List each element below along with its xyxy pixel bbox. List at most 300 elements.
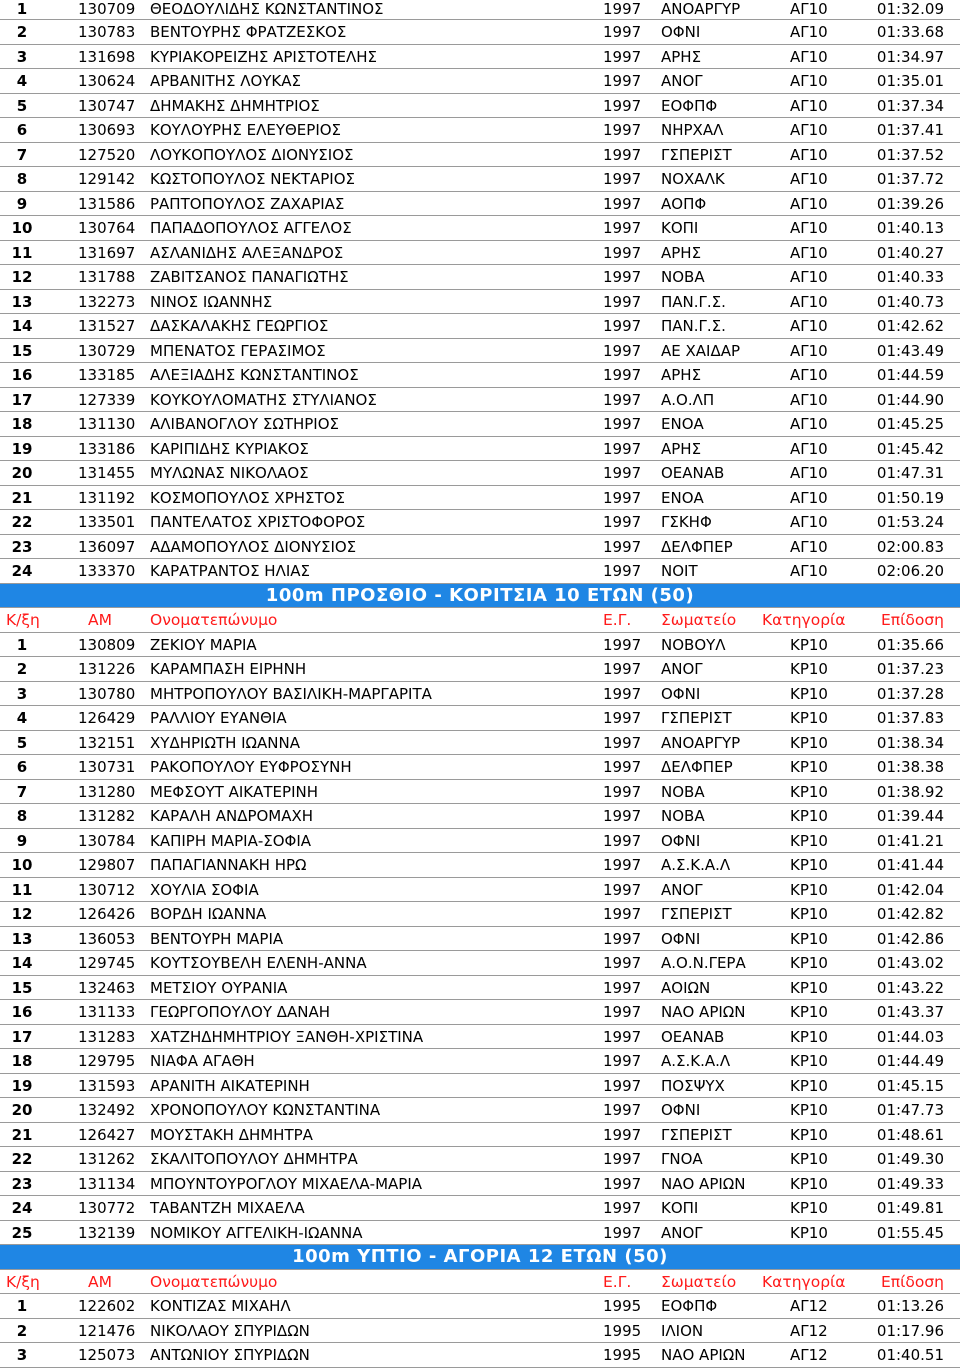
club-cell: ΓΣΠΕΡΙΣΤ <box>661 145 732 164</box>
time-cell: 01:43.49 <box>876 341 944 360</box>
club-cell: ΟΕΑΝΑΒ <box>661 1027 725 1046</box>
birth-year-cell: 1997 <box>603 72 642 90</box>
birth-year-cell: 1997 <box>603 1199 642 1217</box>
category-cell: ΑΓ10 <box>790 121 828 139</box>
am-cell: 126429 <box>78 709 136 727</box>
birth-year-cell: 1997 <box>603 1076 642 1095</box>
time-cell: 01:37.83 <box>876 709 944 727</box>
category-cell: ΑΓ10 <box>790 0 828 18</box>
birth-year-cell: 1995 <box>603 1321 642 1340</box>
am-cell: 133185 <box>78 366 136 384</box>
category-cell: ΚΡ10 <box>790 856 828 874</box>
rank-cell: 1 <box>16 635 28 654</box>
rank-cell: 22 <box>11 513 33 531</box>
time-cell: 01:49.81 <box>876 1199 944 1217</box>
birth-year-cell: 1997 <box>603 1052 642 1070</box>
category-cell: ΑΓ10 <box>790 390 828 409</box>
category-cell: ΚΡ10 <box>790 831 828 850</box>
category-cell: ΚΡ10 <box>790 709 828 727</box>
club-cell: ΑΡΗΣ <box>661 243 702 262</box>
table-row <box>0 265 960 290</box>
birth-year-cell: 1997 <box>603 831 642 850</box>
name-cell: ΚΟΥΛΟΥΡΗΣ ΕΛΕΥΘΕΡΙΟΣ <box>150 121 342 139</box>
category-cell: ΑΓ10 <box>790 23 828 41</box>
birth-year-cell: 1997 <box>603 439 642 458</box>
name-cell: ΑΣΛΑΝΙΔΗΣ ΑΛΕΞΑΝΔΡΟΣ <box>150 243 344 262</box>
table-row <box>0 853 960 878</box>
name-cell: ΚΩΣΤΟΠΟΥΛΟΣ ΝΕΚΤΑΡΙΟΣ <box>150 170 356 188</box>
club-cell: ΝΑΟ ΑΡΙΩΝ <box>661 1174 746 1193</box>
category-cell: ΑΓ10 <box>790 537 828 556</box>
birth-year-cell: 1997 <box>603 880 642 899</box>
time-cell: 01:43.02 <box>876 954 944 972</box>
am-cell: 131586 <box>78 194 136 213</box>
club-cell: ΑΟΠΦ <box>661 194 707 213</box>
table-row <box>0 143 960 168</box>
am-cell: 131280 <box>78 782 136 801</box>
rank-cell: 16 <box>11 366 33 384</box>
header-am: ΑΜ <box>88 1272 112 1291</box>
category-cell: ΚΡ10 <box>790 1199 828 1217</box>
name-cell: ΚΑΡΑΛΗ ΑΝΔΡΟΜΑΧΗ <box>150 807 314 825</box>
time-cell: 01:44.90 <box>876 390 944 409</box>
category-cell: ΚΡ10 <box>790 1003 828 1021</box>
club-cell: ΟΦΝΙ <box>661 1101 701 1119</box>
table-row <box>0 290 960 315</box>
event-title: 100m ΥΠΤΙΟ - ΑΓΟΡΙΑ 12 ΕΤΩΝ (50) <box>0 1245 960 1270</box>
am-cell: 126427 <box>78 1125 136 1144</box>
table-row <box>0 927 960 952</box>
club-cell: ΟΦΝΙ <box>661 23 701 41</box>
name-cell: ΘΕΟΔΟΥΛΙΔΗΣ ΚΩΝΣΤΑΝΤΙΝΟΣ <box>150 0 384 18</box>
table-row <box>0 559 960 584</box>
rank-cell: 14 <box>11 954 33 972</box>
name-cell: ΜΠΟΥΝΤΟΥΡΟΓΛΟΥ ΜΙΧΑΕΛΑ-ΜΑΡΙΑ <box>150 1174 422 1193</box>
category-cell: ΑΓ10 <box>790 464 828 482</box>
club-cell: ΕΟΦΠΦ <box>661 96 718 115</box>
time-cell: 02:06.20 <box>876 562 944 580</box>
rank-cell: 4 <box>16 709 28 727</box>
name-cell: ΡΑΠΤΟΠΟΥΛΟΣ ΖΑΧΑΡΙΑΣ <box>150 194 345 213</box>
category-cell: ΑΓ10 <box>790 439 828 458</box>
am-cell: 130729 <box>78 341 136 360</box>
table-row <box>0 706 960 731</box>
rank-cell: 2 <box>16 660 28 678</box>
am-cell: 125073 <box>78 1346 136 1364</box>
birth-year-cell: 1997 <box>603 1150 642 1168</box>
birth-year-cell: 1997 <box>603 366 642 384</box>
table-row <box>0 461 960 486</box>
table-row <box>0 682 960 707</box>
time-cell: 01:44.49 <box>876 1052 944 1070</box>
club-cell: ΑΝΟΑΡΓΥΡ <box>661 0 741 18</box>
table-row <box>0 167 960 192</box>
name-cell: ΑΡΒΑΝΙΤΗΣ ΛΟΥΚΑΣ <box>150 72 301 90</box>
rank-cell: 2 <box>16 1321 28 1340</box>
am-cell: 130764 <box>78 219 136 237</box>
table-row <box>0 657 960 682</box>
birth-year-cell: 1997 <box>603 317 642 335</box>
rank-cell: 1 <box>16 0 28 18</box>
club-cell: ΝΑΟ ΑΡΙΩΝ <box>661 1003 746 1021</box>
birth-year-cell: 1997 <box>603 243 642 262</box>
club-cell: ΑΟΙΩΝ <box>661 978 711 997</box>
name-cell: ΚΟΥΚΟΥΛΟΜΑΤΗΣ ΣΤΥΛΙΑΝΟΣ <box>150 390 377 409</box>
time-cell: 02:00.83 <box>876 537 944 556</box>
time-cell: 01:37.34 <box>876 96 944 115</box>
birth-year-cell: 1997 <box>603 194 642 213</box>
club-cell: ΝΟΒΑ <box>661 807 705 825</box>
name-cell: ΑΛΕΞΙΑΔΗΣ ΚΩΝΣΤΑΝΤΙΝΟΣ <box>150 366 359 384</box>
am-cell: 130709 <box>78 0 136 18</box>
category-cell: ΚΡ10 <box>790 954 828 972</box>
name-cell: ΔΗΜΑΚΗΣ ΔΗΜΗΤΡΙΟΣ <box>150 96 320 115</box>
am-cell: 130747 <box>78 96 136 115</box>
time-cell: 01:33.68 <box>876 23 944 41</box>
am-cell: 131133 <box>78 1003 136 1021</box>
rank-cell: 7 <box>16 145 28 164</box>
time-cell: 01:37.41 <box>876 121 944 139</box>
birth-year-cell: 1997 <box>603 1027 642 1046</box>
header-club: Σωματείο <box>661 1272 737 1291</box>
club-cell: ΝΟΙΤ <box>661 562 698 580</box>
birth-year-cell: 1997 <box>603 856 642 874</box>
club-cell: ΑΡΗΣ <box>661 439 702 458</box>
birth-year-cell: 1997 <box>603 23 642 41</box>
name-cell: ΜΟΥΣΤΑΚΗ ΔΗΜΗΤΡΑ <box>150 1125 313 1144</box>
header-category: Κατηγορία <box>762 611 846 629</box>
table-row <box>0 535 960 560</box>
time-cell: 01:40.27 <box>876 243 944 262</box>
club-cell: ΕΝΟΑ <box>661 415 704 433</box>
name-cell: ΧΥΔΗΡΙΩΤΗ ΙΩΑΝΝΑ <box>150 733 300 752</box>
rank-cell: 5 <box>16 733 28 752</box>
club-cell: ΙΛΙΟΝ <box>661 1321 704 1340</box>
table-row <box>0 1196 960 1221</box>
time-cell: 01:42.86 <box>876 929 944 948</box>
birth-year-cell: 1997 <box>603 978 642 997</box>
am-cell: 132139 <box>78 1223 136 1242</box>
am-cell: 127520 <box>78 145 136 164</box>
name-cell: ΓΕΩΡΓΟΠΟΥΛΟΥ ΔΑΝΑΗ <box>150 1003 331 1021</box>
time-cell: 01:47.31 <box>876 464 944 482</box>
birth-year-cell: 1997 <box>603 709 642 727</box>
birth-year-cell: 1997 <box>603 807 642 825</box>
am-cell: 133370 <box>78 562 136 580</box>
name-cell: ΜΗΤΡΟΠΟΥΛΟΥ ΒΑΣΙΛΙΚΗ-ΜΑΡΓΑΡΙΤΑ <box>150 684 432 703</box>
table-row <box>0 951 960 976</box>
rank-cell: 24 <box>11 1199 33 1217</box>
club-cell: ΠΑΝ.Γ.Σ. <box>661 317 726 335</box>
am-cell: 136097 <box>78 537 136 556</box>
club-cell: ΕΝΟΑ <box>661 488 704 507</box>
name-cell: ΧΡΟΝΟΠΟΥΛΟΥ ΚΩΝΣΤΑΝΤΙΝΑ <box>150 1101 381 1119</box>
time-cell: 01:17.96 <box>876 1321 944 1340</box>
name-cell: ΒΕΝΤΟΥΡΗ ΜΑΡΙΑ <box>150 929 284 948</box>
club-cell: ΑΡΗΣ <box>661 366 702 384</box>
club-cell: ΑΝΟΓ <box>661 660 703 678</box>
time-cell: 01:42.04 <box>876 880 944 899</box>
category-cell: ΚΡ10 <box>790 635 828 654</box>
am-cell: 130784 <box>78 831 136 850</box>
category-cell: ΑΓ10 <box>790 145 828 164</box>
header-rank: Κ/ξη <box>6 611 40 629</box>
birth-year-cell: 1997 <box>603 1223 642 1242</box>
am-cell: 122602 <box>78 1297 136 1315</box>
name-cell: ΚΑΡΙΠΙΔΗΣ ΚΥΡΙΑΚΟΣ <box>150 439 309 458</box>
am-cell: 126426 <box>78 905 136 923</box>
name-cell: ΡΑΛΛΙΟΥ ΕΥΑΝΘΙΑ <box>150 709 287 727</box>
time-cell: 01:13.26 <box>876 1297 944 1315</box>
time-cell: 01:32.09 <box>876 0 944 18</box>
table-row <box>0 902 960 927</box>
time-cell: 01:42.82 <box>876 905 944 923</box>
rank-cell: 10 <box>11 856 33 874</box>
am-cell: 132151 <box>78 733 136 752</box>
am-cell: 131593 <box>78 1076 136 1095</box>
table-row <box>0 94 960 119</box>
table-row <box>0 1049 960 1074</box>
name-cell: ΝΙΚΟΛΑΟΥ ΣΠΥΡΙΔΩΝ <box>150 1321 310 1340</box>
rank-cell: 9 <box>16 194 28 213</box>
rank-cell: 5 <box>16 96 28 115</box>
birth-year-cell: 1997 <box>603 219 642 237</box>
name-cell: ΜΥΛΩΝΑΣ ΝΙΚΟΛΑΟΣ <box>150 464 309 482</box>
am-cell: 131527 <box>78 317 136 335</box>
table-row <box>0 1172 960 1197</box>
birth-year-cell: 1997 <box>603 513 642 531</box>
time-cell: 01:41.21 <box>876 831 944 850</box>
category-cell: ΑΓ10 <box>790 170 828 188</box>
table-row <box>0 216 960 241</box>
am-cell: 131226 <box>78 660 136 678</box>
rank-cell: 17 <box>11 390 33 409</box>
club-cell: ΑΡΗΣ <box>661 47 702 66</box>
name-cell: ΣΚΑΛΙΤΟΠΟΥΛΟΥ ΔΗΜΗΤΡΑ <box>150 1150 358 1168</box>
category-cell: ΚΡ10 <box>790 1101 828 1119</box>
category-cell: ΑΓ10 <box>790 96 828 115</box>
name-cell: ΖΑΒΙΤΣΑΝΟΣ ΠΑΝΑΓΙΩΤΗΣ <box>150 268 349 286</box>
time-cell: 01:43.22 <box>876 978 944 997</box>
rank-cell: 20 <box>11 1101 33 1119</box>
category-cell: ΚΡ10 <box>790 1150 828 1168</box>
club-cell: ΟΦΝΙ <box>661 929 701 948</box>
club-cell: ΝΑΟ ΑΡΙΩΝ <box>661 1346 746 1364</box>
birth-year-cell: 1997 <box>603 1125 642 1144</box>
category-cell: ΑΓ10 <box>790 194 828 213</box>
name-cell: ΔΑΣΚΑΛΑΚΗΣ ΓΕΩΡΓΙΟΣ <box>150 317 329 335</box>
category-cell: ΑΓ10 <box>790 47 828 66</box>
am-cell: 136053 <box>78 929 136 948</box>
birth-year-cell: 1997 <box>603 1174 642 1193</box>
time-cell: 01:38.92 <box>876 782 944 801</box>
time-cell: 01:40.13 <box>876 219 944 237</box>
birth-year-cell: 1997 <box>603 1003 642 1021</box>
rank-cell: 13 <box>11 929 33 948</box>
name-cell: ΖΕΚΙΟΥ ΜΑΡΙΑ <box>150 635 257 654</box>
table-row <box>0 339 960 364</box>
am-cell: 129142 <box>78 170 136 188</box>
rank-cell: 19 <box>11 439 33 458</box>
category-cell: ΑΓ10 <box>790 292 828 311</box>
category-cell: ΑΓ10 <box>790 488 828 507</box>
birth-year-cell: 1997 <box>603 733 642 752</box>
club-cell: ΑΕ ΧΑΙΔΑΡ <box>661 341 741 360</box>
time-cell: 01:45.15 <box>876 1076 944 1095</box>
table-row <box>0 780 960 805</box>
birth-year-cell: 1997 <box>603 684 642 703</box>
birth-year-cell: 1997 <box>603 0 642 18</box>
birth-year-cell: 1997 <box>603 47 642 66</box>
category-cell: ΚΡ10 <box>790 1223 828 1242</box>
table-row <box>0 0 960 20</box>
am-cell: 132463 <box>78 978 136 997</box>
name-cell: ΝΟΜΙΚΟΥ ΑΓΓΕΛΙΚΗ-ΙΩΑΝΝΑ <box>150 1223 363 1242</box>
header-category: Κατηγορία <box>762 1272 846 1291</box>
club-cell: ΔΕΛΦΠΕΡ <box>661 537 733 556</box>
time-cell: 01:39.26 <box>876 194 944 213</box>
name-cell: ΤΑΒΑΝΤΖΗ ΜΙΧΑΕΛΑ <box>150 1199 305 1217</box>
time-cell: 01:40.33 <box>876 268 944 286</box>
table-row <box>0 45 960 70</box>
name-cell: ΛΟΥΚΟΠΟΥΛΟΣ ΔΙΟΝΥΣΙΟΣ <box>150 145 354 164</box>
club-cell: ΕΟΦΠΦ <box>661 1297 718 1315</box>
rank-cell: 1 <box>16 1297 28 1315</box>
name-cell: ΑΛΙΒΑΝΟΓΛΟΥ ΣΩΤΗΡΙΟΣ <box>150 415 340 433</box>
table-row <box>0 1025 960 1050</box>
time-cell: 01:47.73 <box>876 1101 944 1119</box>
club-cell: Α.Σ.Κ.Α.Λ <box>661 1052 731 1070</box>
club-cell: ΠΑΝ.Γ.Σ. <box>661 292 726 311</box>
birth-year-cell: 1997 <box>603 660 642 678</box>
category-cell: ΚΡ10 <box>790 905 828 923</box>
name-cell: ΑΡΑΝΙΤΗ ΑΙΚΑΤΕΡΙΝΗ <box>150 1076 310 1095</box>
name-cell: ΜΠΕΝΑΤΟΣ ΓΕΡΑΣΙΜΟΣ <box>150 341 326 360</box>
am-cell: 131788 <box>78 268 136 286</box>
table-row <box>0 1074 960 1099</box>
table-row <box>0 755 960 780</box>
category-cell: ΑΓ10 <box>790 317 828 335</box>
am-cell: 130809 <box>78 635 136 654</box>
table-row <box>0 976 960 1001</box>
category-cell: ΚΡ10 <box>790 782 828 801</box>
category-cell: ΑΓ10 <box>790 243 828 262</box>
time-cell: 01:40.51 <box>876 1346 944 1364</box>
club-cell: ΑΝΟΓ <box>661 72 703 90</box>
birth-year-cell: 1997 <box>603 96 642 115</box>
category-cell: ΚΡ10 <box>790 1174 828 1193</box>
club-cell: ΑΝΟΓ <box>661 880 703 899</box>
name-cell: ΚΥΡΙΑΚΟΡΕΙΖΗΣ ΑΡΙΣΤΟΤΕΛΗΣ <box>150 47 377 66</box>
club-cell: ΑΝΟΓ <box>661 1223 703 1242</box>
rank-cell: 9 <box>16 831 28 850</box>
time-cell: 01:49.30 <box>876 1150 944 1168</box>
category-cell: ΚΡ10 <box>790 880 828 899</box>
birth-year-cell: 1997 <box>603 415 642 433</box>
birth-year-cell: 1997 <box>603 488 642 507</box>
am-cell: 130780 <box>78 684 136 703</box>
name-cell: ΚΑΠΙΡΗ ΜΑΡΙΑ-ΣΟΦΙΑ <box>150 831 312 850</box>
header-name: Ονοματεπώνυμο <box>150 1272 278 1291</box>
time-cell: 01:38.34 <box>876 733 944 752</box>
name-cell: ΚΟΥΤΣΟΥΒΕΛΗ ΕΛΕΝΗ-ΑΝΝΑ <box>150 954 367 972</box>
rank-cell: 4 <box>16 72 28 90</box>
rank-cell: 3 <box>16 47 28 66</box>
am-cell: 129795 <box>78 1052 136 1070</box>
table-row <box>0 1343 960 1368</box>
rank-cell: 20 <box>11 464 33 482</box>
rank-cell: 6 <box>16 758 28 776</box>
time-cell: 01:37.23 <box>876 660 944 678</box>
am-cell: 131192 <box>78 488 136 507</box>
rank-cell: 14 <box>11 317 33 335</box>
rank-cell: 23 <box>11 537 33 556</box>
rank-cell: 15 <box>11 978 33 997</box>
time-cell: 01:37.52 <box>876 145 944 164</box>
am-cell: 131262 <box>78 1150 136 1168</box>
rank-cell: 24 <box>11 562 33 580</box>
time-cell: 01:42.62 <box>876 317 944 335</box>
table-row <box>0 1000 960 1025</box>
club-cell: ΓΣΠΕΡΙΣΤ <box>661 905 732 923</box>
category-cell: ΚΡ10 <box>790 807 828 825</box>
name-cell: ΠΑΠΑΔΟΠΟΥΛΟΣ ΑΓΓΕΛΟΣ <box>150 219 352 237</box>
name-cell: ΚΟΝΤΙΖΑΣ ΜΙΧΑΗΛ <box>150 1297 291 1315</box>
name-cell: ΚΑΡΑΜΠΑΣΗ ΕΙΡΗΝΗ <box>150 660 307 678</box>
time-cell: 01:45.42 <box>876 439 944 458</box>
header-birth-year: Ε.Γ. <box>603 611 632 629</box>
birth-year-cell: 1997 <box>603 341 642 360</box>
birth-year-cell: 1997 <box>603 537 642 556</box>
header-birth-year: Ε.Γ. <box>603 1272 632 1291</box>
time-cell: 01:44.59 <box>876 366 944 384</box>
category-cell: ΑΓ10 <box>790 268 828 286</box>
rank-cell: 2 <box>16 23 28 41</box>
club-cell: ΚΟΠΙ <box>661 219 699 237</box>
am-cell: 130693 <box>78 121 136 139</box>
category-cell: ΚΡ10 <box>790 1125 828 1144</box>
birth-year-cell: 1997 <box>603 390 642 409</box>
rank-cell: 21 <box>11 488 33 507</box>
club-cell: ΓΝΟΑ <box>661 1150 703 1168</box>
table-row <box>0 388 960 413</box>
category-cell: ΚΡ10 <box>790 1076 828 1095</box>
birth-year-cell: 1997 <box>603 292 642 311</box>
rank-cell: 6 <box>16 121 28 139</box>
rank-cell: 8 <box>16 170 28 188</box>
rank-cell: 21 <box>11 1125 33 1144</box>
birth-year-cell: 1997 <box>603 121 642 139</box>
birth-year-cell: 1997 <box>603 782 642 801</box>
time-cell: 01:34.97 <box>876 47 944 66</box>
rank-cell: 12 <box>11 268 33 286</box>
birth-year-cell: 1995 <box>603 1346 642 1364</box>
column-header-row <box>0 1270 960 1295</box>
club-cell: Α.Ο.Ν.ΓΕΡΑ <box>661 954 746 972</box>
club-cell: ΚΟΠΙ <box>661 1199 699 1217</box>
category-cell: ΚΡ10 <box>790 1027 828 1046</box>
name-cell: ΜΕΤΣΙΟΥ ΟΥΡΑΝΙΑ <box>150 978 288 997</box>
name-cell: ΚΑΡΑΤΡΑΝΤΟΣ ΗΛΙΑΣ <box>150 562 311 580</box>
name-cell: ΧΟΥΛΙΑ ΣΟΦΙΑ <box>150 880 259 899</box>
birth-year-cell: 1997 <box>603 929 642 948</box>
table-row <box>0 20 960 45</box>
club-cell: ΝΟΧΑΛΚ <box>661 170 725 188</box>
category-cell: ΑΓ10 <box>790 72 828 90</box>
name-cell: ΝΙΑΦΑ ΑΓΑΘΗ <box>150 1052 255 1070</box>
am-cell: 132273 <box>78 292 136 311</box>
am-cell: 131283 <box>78 1027 136 1046</box>
